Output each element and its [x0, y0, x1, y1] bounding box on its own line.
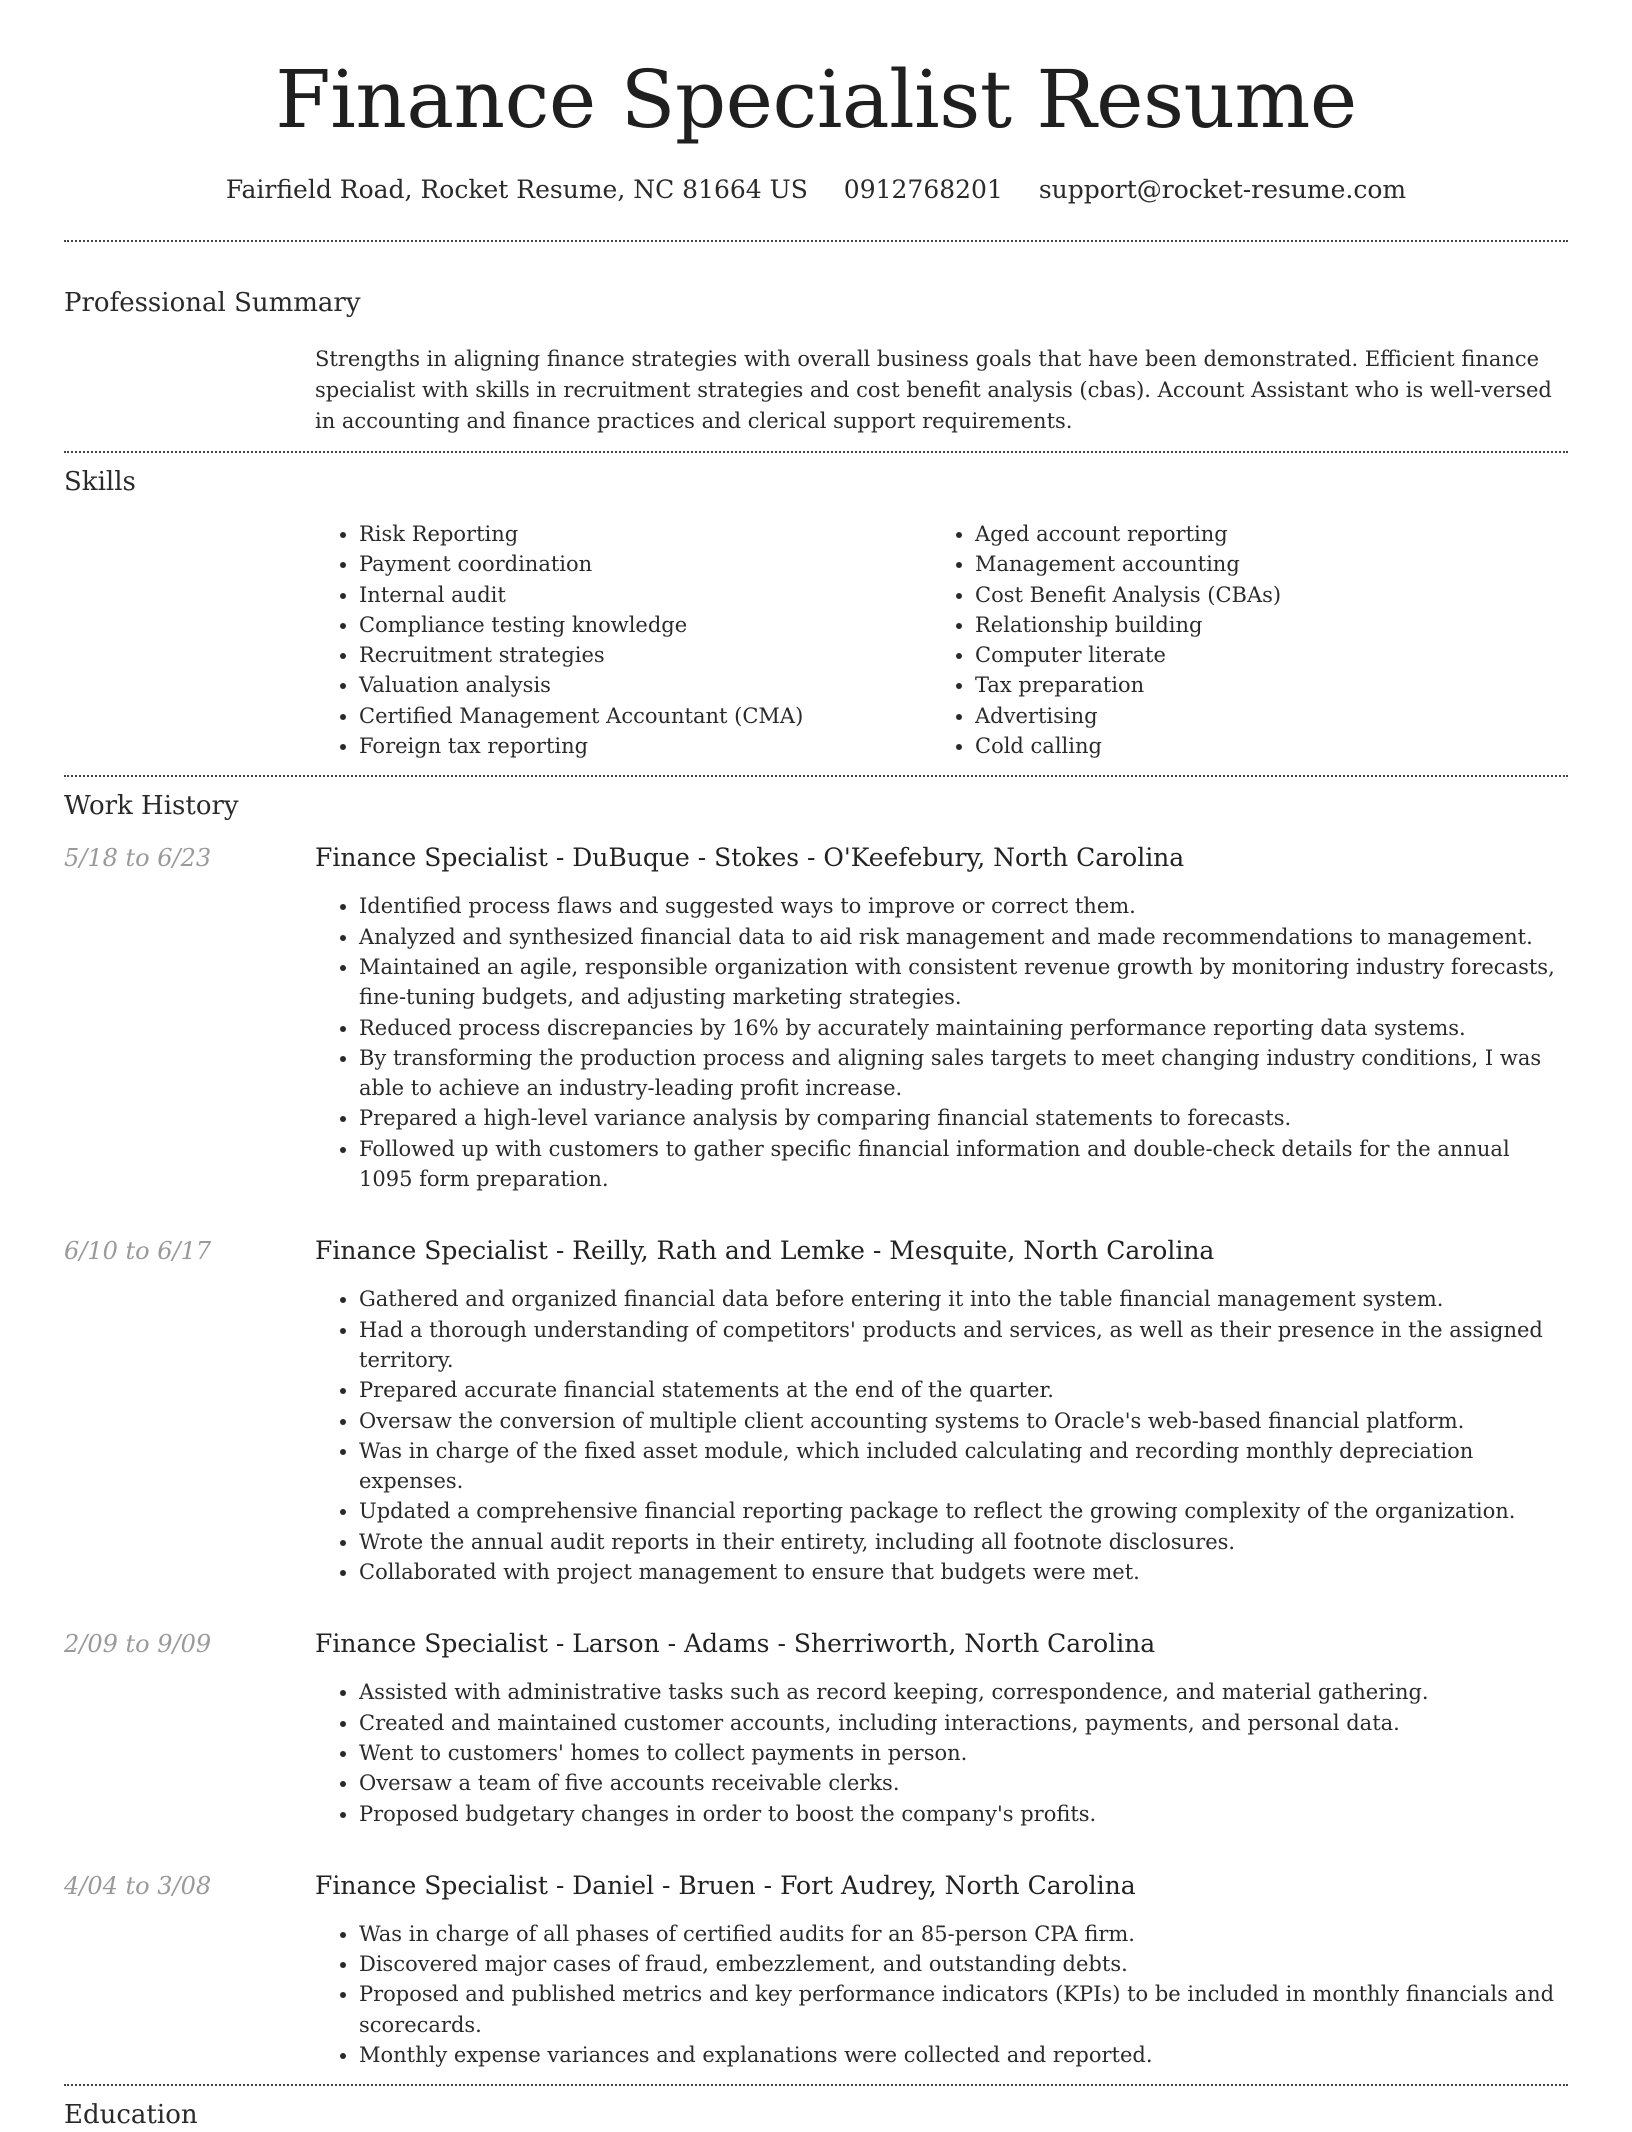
job-dates: 2/09 to 9/09 — [64, 1630, 212, 1659]
job-bullet: • Was in charge of the fixed asset module, which included calculating and recording monthly depreciation expenses. — [359, 1436, 1568, 1497]
job-bullet: • Prepared a high-level variance analysis by comparing financial statements to forecasts. — [359, 1103, 1568, 1133]
job-bullets — [315, 1677, 1568, 1828]
job-bullets — [315, 1284, 1568, 1587]
skill-item: • Payment coordination — [359, 549, 931, 579]
education-section — [64, 2086, 1568, 2132]
job-entry — [64, 841, 1568, 1194]
skill-item: • Cost Benefit Analysis (CBAs) — [975, 580, 1475, 610]
job-bullet: • Oversaw a team of five accounts receivable clerks. — [359, 1768, 1568, 1798]
professional-summary-section — [64, 242, 1568, 451]
contact-email: support@rocket-resume.com — [1038, 175, 1407, 204]
contact-line — [64, 174, 1568, 206]
skill-item: • Cold calling — [975, 731, 1475, 761]
job-dates: 6/10 to 6/17 — [64, 1237, 212, 1266]
job-bullet: • Had a thorough understanding of competitors' products and services, as well as their presence in the assigned territory. — [359, 1315, 1568, 1376]
job-bullets — [315, 1919, 1568, 2070]
job-bullet: • Gathered and organized financial data before entering it into the table financial management system. — [359, 1284, 1568, 1314]
skills-list-left — [315, 519, 931, 761]
job-bullet: • Collaborated with project management to ensure that budgets were met. — [359, 1557, 1568, 1587]
section-title-work: Work History — [64, 791, 239, 822]
job-bullets — [315, 891, 1568, 1194]
job-bullet: • Monthly expense variances and explanations were collected and reported. — [359, 2040, 1568, 2070]
job-bullet: • Proposed and published metrics and key performance indicators (KPIs) to be included in monthly financials and scorecards. — [359, 1979, 1568, 2040]
job-title: Finance Specialist - DuBuque - Stokes - O'Keefebury, North Carolina — [315, 843, 1185, 873]
skill-item: • Tax preparation — [975, 670, 1475, 700]
skill-item: • Certified Management Accountant (CMA) — [359, 701, 931, 731]
job-title: Finance Specialist - Reilly, Rath and Lemke - Mesquite, North Carolina — [315, 1236, 1215, 1266]
skill-item: • Risk Reporting — [359, 519, 931, 549]
job-title: Finance Specialist - Daniel - Bruen - Fort Audrey, North Carolina — [315, 1870, 1136, 1900]
contact-address: Fairfield Road, Rocket Resume, NC 81664 US — [225, 175, 808, 204]
skill-item: • Advertising — [975, 701, 1475, 731]
skill-item: • Foreign tax reporting — [359, 731, 931, 761]
job-bullet: • Created and maintained customer accounts, including interactions, payments, and personal data. — [359, 1708, 1568, 1738]
job-entry — [64, 1869, 1568, 2070]
section-title-education: Education — [64, 2100, 198, 2131]
job-bullet: • Identified process flaws and suggested ways to improve or correct them. — [359, 891, 1568, 921]
job-title: Finance Specialist - Larson - Adams - Sherriworth, North Carolina — [315, 1629, 1156, 1659]
job-bullet: • Was in charge of all phases of certified audits for an 85-person CPA firm. — [359, 1919, 1568, 1949]
job-bullet: • Assisted with administrative tasks such as record keeping, correspondence, and material gathering. — [359, 1677, 1568, 1707]
job-bullet: • Reduced process discrepancies by 16% by accurately maintaining performance reporting data systems. — [359, 1013, 1568, 1043]
skill-item: • Compliance testing knowledge — [359, 610, 931, 640]
skill-item: • Computer literate — [975, 640, 1475, 670]
skills-section — [64, 453, 1568, 775]
skill-item: • Internal audit — [359, 580, 931, 610]
work-history-section — [64, 777, 1568, 2070]
job-dates: 4/04 to 3/08 — [64, 1871, 212, 1900]
section-title-summary: Professional Summary — [64, 288, 361, 318]
job-bullet: • Went to customers' homes to collect payments in person. — [359, 1738, 1568, 1768]
resume-title: Finance Specialist Resume — [275, 53, 1357, 146]
resume-header — [64, 0, 1568, 206]
job-bullet: • Oversaw the conversion of multiple client accounting systems to Oracle's web-based financial platform. — [359, 1406, 1568, 1436]
job-dates: 5/18 to 6/23 — [64, 844, 212, 873]
job-bullet: • Proposed budgetary changes in order to boost the company's profits. — [359, 1799, 1568, 1829]
skill-item: • Aged account reporting — [975, 519, 1475, 549]
summary-text: Strengths in aligning finance strategies with overall business goals that have been demonstrated. Efficient finance specialist with skills in recruitment strategies and cost benefit analysis (cbas). Account Assistant who is well-versed in accounting and finance practices and clerical support requirements. — [315, 347, 1552, 433]
job-bullet: • Followed up with customers to gather specific financial information and double-check details for the annual 1095 form preparation. — [359, 1134, 1568, 1195]
job-bullet: • Discovered major cases of fraud, embezzlement, and outstanding debts. — [359, 1949, 1568, 1979]
skills-columns — [315, 519, 1568, 761]
job-bullet: • Prepared accurate financial statements at the end of the quarter. — [359, 1375, 1568, 1405]
job-bullet: • Wrote the annual audit reports in their entirety, including all footnote disclosures. — [359, 1527, 1568, 1557]
skill-item: • Valuation analysis — [359, 670, 931, 700]
job-bullet: • By transforming the production process and aligning sales targets to meet changing industry conditions, I was able to achieve an industry-leading profit increase. — [359, 1043, 1568, 1104]
contact-phone: 0912768201 — [843, 175, 1003, 204]
job-bullet: • Analyzed and synthesized financial data to aid risk management and made recommendations to management. — [359, 922, 1568, 952]
job-entry — [64, 1627, 1568, 1828]
skills-list-right — [931, 519, 1475, 761]
skill-item: • Management accounting — [975, 549, 1475, 579]
job-entry — [64, 1234, 1568, 1587]
skill-item: • Relationship building — [975, 610, 1475, 640]
job-bullet: • Maintained an agile, responsible organization with consistent revenue growth by monitoring industry forecasts, fine-tuning budgets, and adjusting marketing strategies. — [359, 952, 1568, 1013]
skill-item: • Recruitment strategies — [359, 640, 931, 670]
job-bullet: • Updated a comprehensive financial reporting package to reflect the growing complexity of the organization. — [359, 1496, 1568, 1526]
section-title-skills: Skills — [64, 467, 136, 497]
